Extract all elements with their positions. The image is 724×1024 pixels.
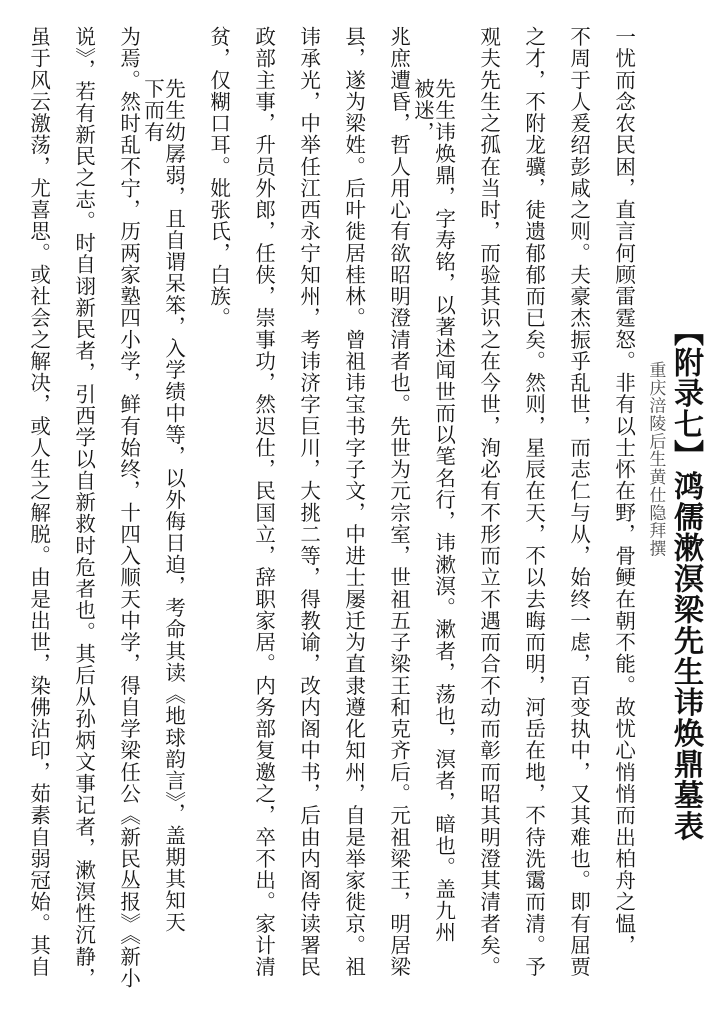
text-column: 讳承光，中举任江西永宁知州，考讳济字巨川，大挑二等，得教谕，改内阁中书，后由内阁侍读署民 [296, 26, 321, 978]
text-column: 一忧而念农民困，直言何顾雷霆怒。非有以士怀在野，骨鲠在朝不能。故忧心悄悄而出柏舟之愠， [611, 26, 636, 956]
text-column: 县，遂为梁姓。后叶徙居桂林。曾祖讳宝书字子文，中进士屡迁为直隶遵化知州，自是举家徙京。祖 [341, 26, 366, 978]
text-column: 说》，若有新民之志。时自诩新民者，引西学以自新救时危者也。其后从孙炳文事记者，漱溟性沉静， [71, 26, 96, 989]
text-column: 虽于风云激荡，尤喜思。或社会之解决，或人生之解脱。由是出世，染佛沾印，茹素自弱冠始。其自 [26, 26, 51, 978]
text-column: 兆庶遭昏，哲人用心有欲昭明澄清者也。先世为元宗室，世祖五子梁王和克齐后。元祖梁王，明居梁 [386, 26, 411, 978]
text-column: 观夫先生之孤在当时，而验其识之在今世，洵必有不形而立不遇而合不动而彰而昭其明澄其清者矣。 [476, 26, 501, 978]
title-block [645, 26, 703, 1016]
body-columns [4, 26, 634, 1004]
text-column: 之才，不附龙骥，徒遗郁郁而已矣。然则，星辰在天，不以去晦而明，河岳在地，不待洗霭而清。予 [521, 26, 546, 978]
page-title: 【附录七】鸿儒漱溟梁先生讳焕鼎墓表 [668, 316, 703, 842]
text-column: 不周于人爰绍彭咸之则。夫豪杰振乎乱世，而志仁与从，始终一虑，百变执中，又其难也。即有屈贾 [566, 26, 591, 978]
text-column: 为焉。然时乱不宁，历两家塾四小学，鲜有始终，十四入顺天中学，得自学梁任公《新民丛报》《新小 [116, 26, 141, 989]
text-column: 政部主事，升员外郎，任侠，崇事功，然迟仕，民国立，辞职家居。内务部复邀之，卒不出。家计清 [251, 26, 276, 978]
text-column: 先生幼孱弱，且自谓呆笨，入学绩中等，以外侮日迫，考命其读《地球韵言》，盖期其知天下而有 [140, 78, 186, 933]
text-column: 先生讳焕鼎，字寿铭，以著述闻世而以笔名行，讳漱溟。漱者，荡也，溟者，暗也。盖九州被迷， [410, 78, 456, 944]
byline: 重庆涪陵后生黄仕隐拜撰 [645, 361, 666, 558]
text-column: 贫，仅糊口耳。妣张氏，白族。 [206, 26, 231, 329]
